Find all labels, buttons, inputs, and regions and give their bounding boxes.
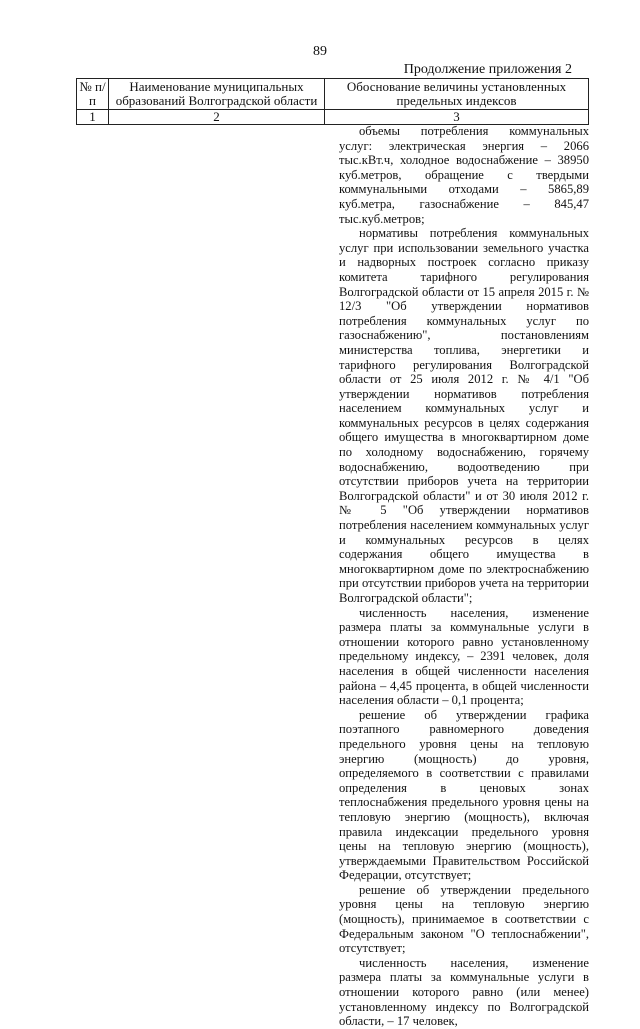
paragraph-heat-price-limit: решение об утверждении предельного уровня цены на тепловую энергию (мощность), принимаемое в соответствии с Федеральным законом "О теплоснабжении", отсутствует; bbox=[339, 882, 589, 956]
appendix-table bbox=[76, 78, 589, 125]
column-header-justification: Обоснование величины установленных предельных индексов bbox=[325, 79, 589, 110]
column-header-municipality: Наименование муниципальных образований Волгоградской области bbox=[109, 79, 325, 110]
column-header-number: № п/п bbox=[77, 79, 109, 110]
column-index-1: 1 bbox=[77, 110, 109, 125]
paragraph-consumption-volumes: объемы потребления коммунальных услуг: электрическая энергия – 2066 тыс.кВт.ч, холодное водоснабжение – 38950 куб.метров, обращение с твердыми коммунальными отходами – 5865,89 куб.метра, газоснабжение – 845,47 тыс.куб.метров; bbox=[339, 124, 589, 226]
justification-text bbox=[339, 124, 589, 1029]
column-index-3: 3 bbox=[325, 110, 589, 125]
paragraph-population-share: численность населения, изменение размера платы за коммунальные услуги в отношении которого равно установленному предельному индексу, – 2391 человек, доля населения в общей численности населения района – 4,45 процента, в общей численности населения области – 0,1 процента; bbox=[339, 605, 589, 708]
appendix-continuation-label: Продолжение приложения 2 bbox=[403, 62, 572, 77]
column-index-row bbox=[77, 110, 589, 125]
page-number: 89 bbox=[313, 44, 327, 59]
paragraph-consumption-norms: нормативы потребления коммунальных услуг при использовании земельного участка и надворных построек согласно приказу комитета тарифного регулирования Волгоградской области от 15 апреля 2015 г. № 12/3 "Об утверждении нормативов потребления коммунальных услуг по газоснабжению", постановлениям министерства топлива, энергетики и тарифного регулирования Волгоградской области от 25 июля 2012 г. № 4/1 "Об утверждении нормативов потребления населением коммунальных услуг и коммунальных ресурсов в целях содержания общего имущества в многоквартирном доме по холодному водоснабжению, горячему водоснабжению, водоотведению при отсутствии приборов учета на территории Волгоградской области" и от 30 июля 2012 г. № 5 "Об утверждении нормативов потребления населением коммунальных услуг и коммунальных ресурсов в целях содержания общего имущества в многоквартирном доме по электроснабжению при отсутствии приборов учета на территории Волгоградской области"; bbox=[339, 226, 589, 605]
table-header-row bbox=[77, 79, 589, 110]
paragraph-population-below-index: численность населения, изменение размера платы за коммунальные услуги в отношении которого равно (или менее) установленному индексу по Волгоградской области, – 17 человек, bbox=[339, 955, 589, 1029]
column-index-2: 2 bbox=[109, 110, 325, 125]
paragraph-heat-price-schedule: решение об утверждении графика поэтапного равномерного доведения предельного уровня цены на тепловую энергию (мощность) до уровня, определяемого в соответствии с правилами определения в ценовых зонах теплоснабжения предельного уровня цены на тепловую энергию (мощность), включая правила индексации предельного уровня цены на тепловую энергию (мощность), утверждаемыми Правительством Российской Федерации, отсутствует; bbox=[339, 707, 589, 883]
